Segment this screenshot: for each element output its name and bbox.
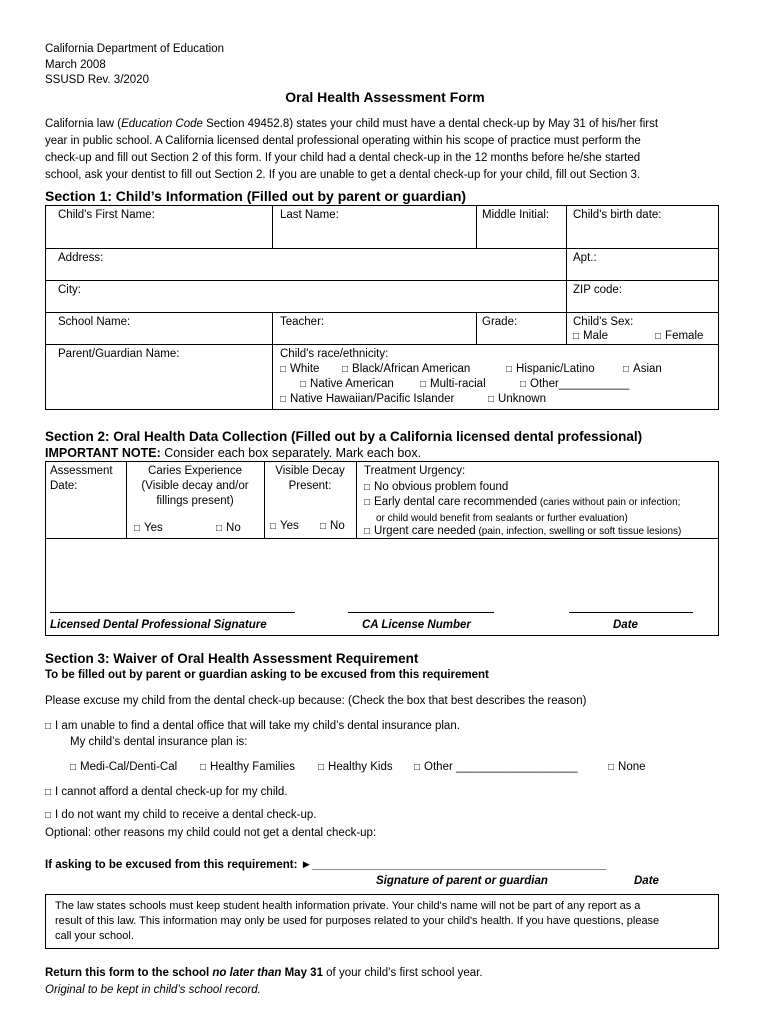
section1-heading: Section 1: Child’s Information (Filled out by parent or guardian) [45, 188, 467, 204]
visible-decay-label [264, 464, 356, 494]
caries-text: fillings present) [156, 495, 234, 507]
male-checkbox[interactable]: □ Male [573, 329, 608, 345]
privacy-text [55, 899, 715, 944]
return-instruction [45, 966, 483, 982]
assessment-date-label [50, 464, 113, 494]
reason-insurance-checkbox[interactable]: □ I am unable to find a dental office that will take my child’s dental insurance plan. [45, 719, 460, 735]
city-field[interactable]: City: [58, 284, 81, 296]
hawaiian-checkbox[interactable]: □ Native Hawaiian/Pacific Islander [280, 392, 454, 408]
none-plan-checkbox[interactable]: □ None [608, 760, 646, 776]
caries-no-checkbox[interactable]: □ No [216, 521, 241, 537]
parent-signature-line[interactable]: ______________________________________________ [312, 859, 607, 871]
intro-paragraph [45, 116, 735, 184]
return-text: of your child’s first school year. [322, 967, 483, 979]
zip-field[interactable]: ZIP code: [573, 284, 623, 296]
intro-text: California law ( [45, 118, 122, 130]
medi-cal-checkbox[interactable]: □ Medi-Cal/Denti-Cal [70, 760, 177, 776]
apt-field[interactable]: Apt.: [573, 252, 597, 264]
date-label: Date: [50, 480, 78, 492]
other-race-checkbox[interactable]: □ Other___________ [520, 377, 629, 393]
asian-checkbox[interactable]: □ Asian [623, 362, 662, 378]
intro-text: Section 49452.8) states your child must have a dental check-up by May 31 of his/her first [202, 118, 659, 130]
urgency-early-option [364, 495, 680, 511]
address-field[interactable]: Address: [58, 252, 104, 264]
privacy-line: The law states schools must keep student health information private. Your child's name will not be part of any report as a [55, 900, 641, 912]
female-checkbox[interactable]: □ Female [655, 329, 703, 345]
license-line[interactable] [348, 612, 494, 613]
multiracial-checkbox[interactable]: □ Multi-racial [420, 377, 486, 393]
intro-education-code: Education Code [121, 118, 203, 130]
grade-field[interactable]: Grade: [482, 316, 518, 328]
parent-signature-label: Signature of parent or guardian [376, 875, 548, 887]
urgency-urgent-option [364, 524, 681, 540]
return-emphasis: no later than [212, 967, 282, 979]
intro-text: school, ask your dentist to fill out Section 2. If you are unable to get a dental check-up for your child, fill out Section 3. [45, 169, 641, 181]
urgency-early-note2: or child would benefit from sealants or further evaluation) [376, 513, 628, 524]
healthy-kids-checkbox[interactable]: □ Healthy Kids [318, 760, 393, 776]
section3-subheading: To be filled out by parent or guardian asking to be excused from this requirement [45, 669, 489, 681]
urgency-early-checkbox[interactable]: □ Early dental care recommended [364, 496, 537, 508]
assessment-label: Assessment [50, 465, 113, 477]
return-date: May 31 [281, 967, 323, 979]
decay-no-checkbox[interactable]: □ No [320, 519, 345, 535]
white-checkbox[interactable]: □ White [280, 362, 319, 378]
caries-text: (Visible decay and/or [141, 480, 249, 492]
license-label: CA License Number [362, 619, 471, 631]
urgency-none-checkbox[interactable]: □ No obvious problem found [364, 480, 508, 496]
native-american-checkbox[interactable]: □ Native American [300, 377, 394, 393]
race-label: Child's race/ethnicity: [280, 348, 389, 360]
original-record-note: Original to be kept in child’s school record. [45, 984, 261, 996]
sig-date-label: Date [613, 619, 638, 631]
return-text: Return this form to the school [45, 967, 213, 979]
section2-heading: Section 2: Oral Health Data Collection (Filled out by a California licensed dental professional) [45, 429, 643, 444]
parent-date-label: Date [634, 875, 659, 887]
privacy-line: result of this law. This information may only be used for purposes related to your child's health. If you have questions, please [55, 915, 660, 927]
intro-text: year in public school. A California licensed dental professional operating within his scope of practice must perform the [45, 135, 641, 147]
insurance-plan-label: My child’s dental insurance plan is: [70, 736, 248, 748]
urgency-urgent-checkbox[interactable]: □ Urgent care needed [364, 525, 476, 537]
intro-text: check-up and fill out Section 2 of this form. If your child had a dental check-up in the 12 months before he/she started [45, 152, 641, 164]
parent-name-field[interactable]: Parent/Guardian Name: [58, 348, 180, 360]
visible-text: Visible Decay [275, 465, 345, 477]
school-field[interactable]: School Name: [58, 316, 131, 328]
dental-signature-label: Licensed Dental Professional Signature [50, 619, 267, 631]
urgency-early-note: (caries without pain or infection; [537, 497, 681, 508]
sex-label: Child's Sex: [573, 316, 634, 328]
signature-line[interactable] [50, 612, 295, 613]
hispanic-checkbox[interactable]: □ Hispanic/Latino [506, 362, 595, 378]
important-note [45, 445, 421, 462]
middle-initial-field[interactable]: Middle Initial: [482, 209, 550, 221]
reason-not-want-checkbox[interactable]: □ I do not want my child to receive a dental check-up. [45, 808, 317, 824]
healthy-families-checkbox[interactable]: □ Healthy Families [200, 760, 295, 776]
privacy-line: call your school. [55, 930, 134, 942]
optional-reasons-label[interactable]: Optional: other reasons my child could not get a dental check-up: [45, 827, 377, 839]
birth-date-field[interactable]: Child's birth date: [573, 209, 662, 221]
urgency-urgent-note: (pain, infection, swelling or soft tissue lesions) [475, 526, 682, 537]
important-label: IMPORTANT NOTE: [45, 446, 161, 460]
please-excuse-text: Please excuse my child from the dental check-up because: (Check the box that best describes the reason) [45, 695, 587, 707]
revision: SSUSD Rev. 3/2020 [45, 74, 149, 87]
important-text: Consider each box separately. Mark each box. [160, 446, 422, 460]
decay-yes-checkbox[interactable]: □ Yes [270, 519, 299, 535]
section3-heading: Section 3: Waiver of Oral Health Assessment Requirement [45, 651, 419, 666]
asking-excused-row [45, 858, 606, 874]
header-block [45, 42, 224, 89]
urgency-label: Treatment Urgency: [364, 465, 466, 477]
page-title: Oral Health Assessment Form [285, 89, 485, 105]
visible-text: Present: [288, 480, 332, 492]
first-name-field[interactable]: Child's First Name: [58, 209, 155, 221]
date-line[interactable] [569, 612, 693, 613]
form-date: March 2008 [45, 58, 106, 71]
caries-text: Caries Experience [148, 465, 242, 477]
other-plan-checkbox[interactable]: □ Other ___________________ [414, 760, 578, 776]
caries-yes-checkbox[interactable]: □ Yes [134, 521, 163, 537]
dept-name: California Department of Education [45, 43, 224, 55]
reason-afford-checkbox[interactable]: □ I cannot afford a dental check-up for my child. [45, 785, 288, 801]
unknown-checkbox[interactable]: □ Unknown [488, 392, 546, 408]
caries-label [126, 464, 264, 509]
asking-label: If asking to be excused from this requirement: ► [45, 859, 312, 871]
teacher-field[interactable]: Teacher: [280, 316, 325, 328]
black-checkbox[interactable]: □ Black/African American [342, 362, 470, 378]
last-name-field[interactable]: Last Name: [280, 209, 339, 221]
